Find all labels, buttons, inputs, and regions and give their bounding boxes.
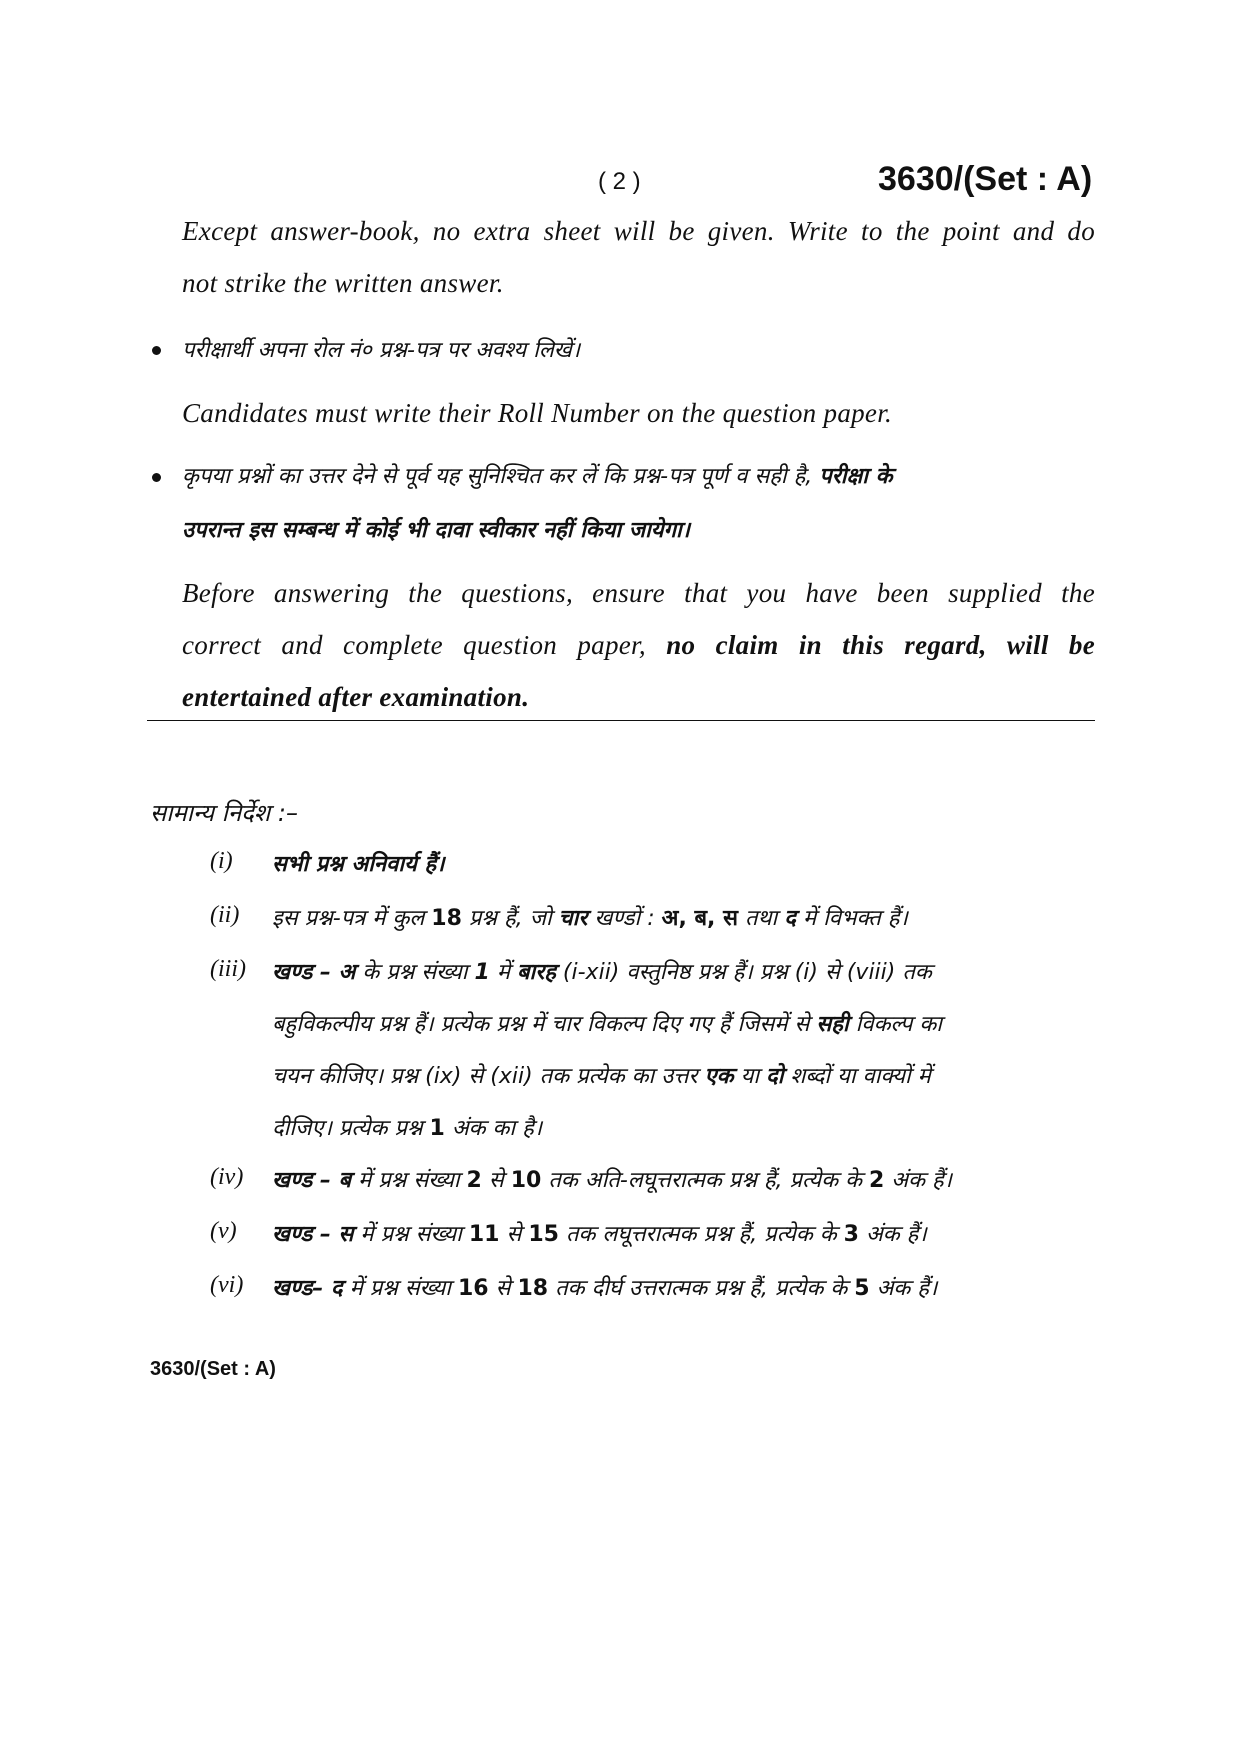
text: में प्रश्न संख्या: [349, 1276, 451, 1301]
count: 3: [843, 1222, 859, 1247]
text: बहुविकल्पीय प्रश्न हैं। प्रत्येक प्रश्न में चार विकल्प दिए गए हैं जिसमें से: [272, 1012, 810, 1037]
ensure-english-bold: no claim in this regard, will be: [666, 630, 1095, 660]
text: में प्रश्न संख्या: [358, 1168, 460, 1193]
bold-text: अ, ब, स: [661, 906, 738, 931]
ensure-english-text: correct and complete question paper,: [182, 630, 646, 660]
text: इस प्रश्न-पत्र में कुल: [272, 906, 425, 931]
count: 11: [468, 1222, 500, 1247]
text: (i-xii) वस्तुनिष्ठ प्रश्न हैं। प्रश्न (i) से (viii) तक: [562, 960, 932, 985]
text: विकल्प का: [855, 1012, 943, 1037]
text: में प्रश्न संख्या: [360, 1222, 462, 1247]
text: तक अति-लघूत्तरात्मक प्रश्न हैं, प्रत्येक के: [548, 1168, 862, 1193]
text: अंक का है।: [451, 1116, 543, 1141]
item-text-line-3: [272, 1060, 931, 1090]
text: से: [506, 1222, 522, 1247]
ensure-hindi-text: कृपया प्रश्नों का उत्तर देने से पूर्व यह सुनिश्चित कर लें कि प्रश्न-पत्र पूर्ण व सही है,: [182, 464, 813, 489]
bold-text: खण्ड– द: [272, 1276, 343, 1301]
item-text: [272, 1164, 952, 1194]
ensure-hindi-line-1: [182, 460, 1095, 490]
bullet-icon: [152, 346, 161, 355]
extra-sheet-line-2: not strike the written answer.: [182, 268, 504, 298]
divider: [147, 720, 1095, 721]
item-text: [272, 902, 908, 932]
item-number: (v): [210, 1218, 237, 1244]
text: में: [496, 960, 510, 985]
text: से: [488, 1168, 504, 1193]
item-number: (vi): [210, 1272, 244, 1298]
ensure-english-line-3: entertained after examination.: [182, 682, 530, 712]
text: या: [740, 1064, 760, 1089]
text: तथा: [744, 906, 778, 931]
item-text: सभी प्रश्न अनिवार्य हैं।: [272, 852, 445, 877]
text: चयन कीजिए। प्रश्न (ix) से (xii) तक प्रत्येक का उत्तर: [272, 1064, 698, 1089]
text: तक लघूत्तरात्मक प्रश्न हैं, प्रत्येक के: [565, 1222, 837, 1247]
item-text-line-4: [272, 1112, 542, 1142]
item-number: (ii): [210, 902, 240, 928]
count: 5: [854, 1276, 870, 1301]
text: के प्रश्न संख्या: [362, 960, 468, 985]
ensure-english-line-1: Before answering the questions, ensure that you have been supplied the: [182, 578, 1095, 608]
count: 2: [466, 1168, 482, 1193]
bold-text: द: [784, 906, 796, 931]
text: तक दीर्घ उत्तरात्मक प्रश्न हैं, प्रत्येक के: [555, 1276, 848, 1301]
text: में विभक्त हैं।: [802, 906, 908, 931]
item-text: [272, 956, 932, 986]
text: दीजिए। प्रत्येक प्रश्न: [272, 1116, 423, 1141]
roll-number-english: Candidates must write their Roll Number on the question paper.: [182, 398, 893, 428]
count: 16: [457, 1276, 489, 1301]
count: 1: [429, 1116, 445, 1141]
count: 10: [510, 1168, 542, 1193]
bold-text: एक: [704, 1064, 734, 1089]
text: खण्डों :: [594, 906, 655, 931]
extra-sheet-line-1: Except answer-book, no extra sheet will be given. Write to the point and do: [182, 216, 1095, 246]
ensure-english-line-2: [182, 630, 1095, 661]
set-code-header: 3630/(Set : A): [878, 160, 1093, 198]
item-text: [272, 1218, 927, 1248]
bold-text: बारह: [516, 960, 556, 985]
item-number: (iv): [210, 1164, 244, 1190]
bold-text: दो: [766, 1064, 784, 1089]
text: शब्दों या वाक्यों में: [790, 1064, 931, 1089]
bold-text: सही: [816, 1012, 849, 1037]
text: अंक हैं।: [865, 1222, 927, 1247]
bullet-icon: [152, 473, 161, 482]
ensure-hindi-bold: परीक्षा के: [819, 464, 893, 489]
page-number: ( 2 ): [598, 168, 641, 195]
count: 18: [431, 906, 462, 931]
text: प्रश्न हैं, जो: [468, 906, 552, 931]
bold-text: चार: [558, 906, 588, 931]
ensure-hindi-line-2: उपरान्त इस सम्बन्ध में कोई भी दावा स्वीकार नहीं किया जायेगा।: [182, 518, 690, 543]
set-code-footer: 3630/(Set : A): [150, 1358, 276, 1380]
bold-text: खण्ड – अ: [272, 960, 356, 985]
general-instructions-heading: सामान्य निर्देश :–: [150, 799, 298, 827]
count: 1: [474, 960, 490, 985]
text: अंक हैं।: [876, 1276, 938, 1301]
bold-text: खण्ड – स: [272, 1222, 354, 1247]
count: 18: [517, 1276, 549, 1301]
item-number: (i): [210, 848, 233, 874]
text: अंक हैं।: [891, 1168, 953, 1193]
item-text-line-2: [272, 1008, 942, 1038]
text: से: [495, 1276, 511, 1301]
count: 15: [528, 1222, 559, 1247]
count: 2: [868, 1168, 885, 1193]
item-text: [272, 1272, 937, 1302]
bold-text: खण्ड – ब: [272, 1168, 352, 1193]
item-number: (iii): [210, 956, 246, 982]
roll-number-hindi: परीक्षार्थी अपना रोल नं० प्रश्न-पत्र पर अवश्य लिखें।: [182, 338, 581, 363]
